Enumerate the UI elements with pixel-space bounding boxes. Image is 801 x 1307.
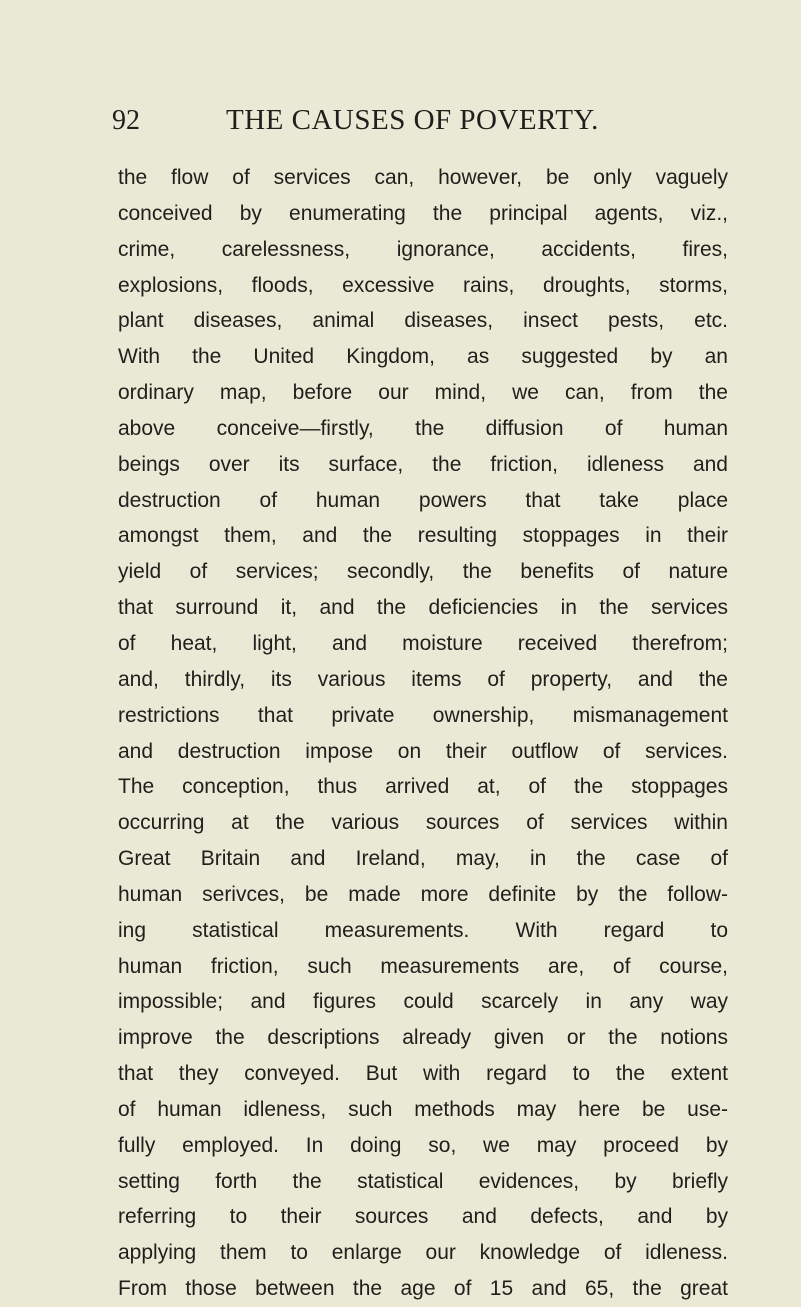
text-line: ing statistical measurements. With regard to — [118, 918, 728, 942]
text-line: destruction of human powers that take place — [118, 488, 728, 512]
text-line: and destruction impose on their outflow of services. — [118, 739, 728, 763]
text-line: that they conveyed. But with regard to the extent — [118, 1062, 728, 1086]
text-line: occurring at the various sources of services within — [118, 811, 728, 835]
text-line: human friction, such measurements are, of course, — [118, 954, 728, 978]
text-line: human serivces, be made more definite by the follow- — [118, 882, 728, 906]
text-line: referring to their sources and defects, and by — [118, 1205, 728, 1229]
text-line: amongst them, and the resulting stoppages in their — [118, 524, 728, 548]
text-line: restrictions that private ownership, mismanagement — [118, 703, 728, 727]
text-line: fully employed. In doing so, we may proceed by — [118, 1133, 728, 1157]
text-line: and, thirdly, its various items of property, and the — [118, 667, 728, 691]
text-line: conceived by enumerating the principal agents, viz., — [118, 201, 728, 225]
text-line: of human idleness, such methods may here be use- — [118, 1097, 728, 1121]
body-paragraph — [118, 160, 728, 1307]
text-line: that surround it, and the deficiencies in the services — [118, 596, 728, 620]
text-line: explosions, floods, excessive rains, droughts, storms, — [118, 273, 728, 297]
text-line: beings over its surface, the friction, idleness and — [118, 452, 728, 476]
text-line: the flow of services can, however, be only vaguely — [118, 166, 728, 189]
text-line: crime, carelessness, ignorance, accidents, fires, — [118, 237, 728, 261]
page-number: 92 — [112, 105, 140, 136]
text-line: The conception, thus arrived at, of the stoppages — [118, 775, 728, 799]
text-line: With the United Kingdom, as suggested by an — [118, 345, 728, 369]
text-line: setting forth the statistical evidences, by briefly — [118, 1169, 728, 1193]
text-line: above conceive—firstly, the diffusion of human — [118, 416, 728, 440]
text-line: ordinary map, before our mind, we can, from the — [118, 381, 728, 405]
running-title: THE CAUSES OF POVERTY. — [226, 104, 599, 136]
text-line: improve the descriptions already given or the notions — [118, 1026, 728, 1050]
text-line: Great Britain and Ireland, may, in the case of — [118, 847, 728, 871]
text-line: of heat, light, and moisture received therefrom; — [118, 631, 728, 655]
text-line: From those between the age of 15 and 65, the great — [118, 1277, 728, 1301]
text-line: plant diseases, animal diseases, insect pests, etc. — [118, 309, 728, 333]
text-line: applying them to enlarge our knowledge of idleness. — [118, 1241, 728, 1265]
text-line: yield of services; secondly, the benefits of nature — [118, 560, 728, 584]
text-line: impossible; and figures could scarcely in any way — [118, 990, 728, 1014]
